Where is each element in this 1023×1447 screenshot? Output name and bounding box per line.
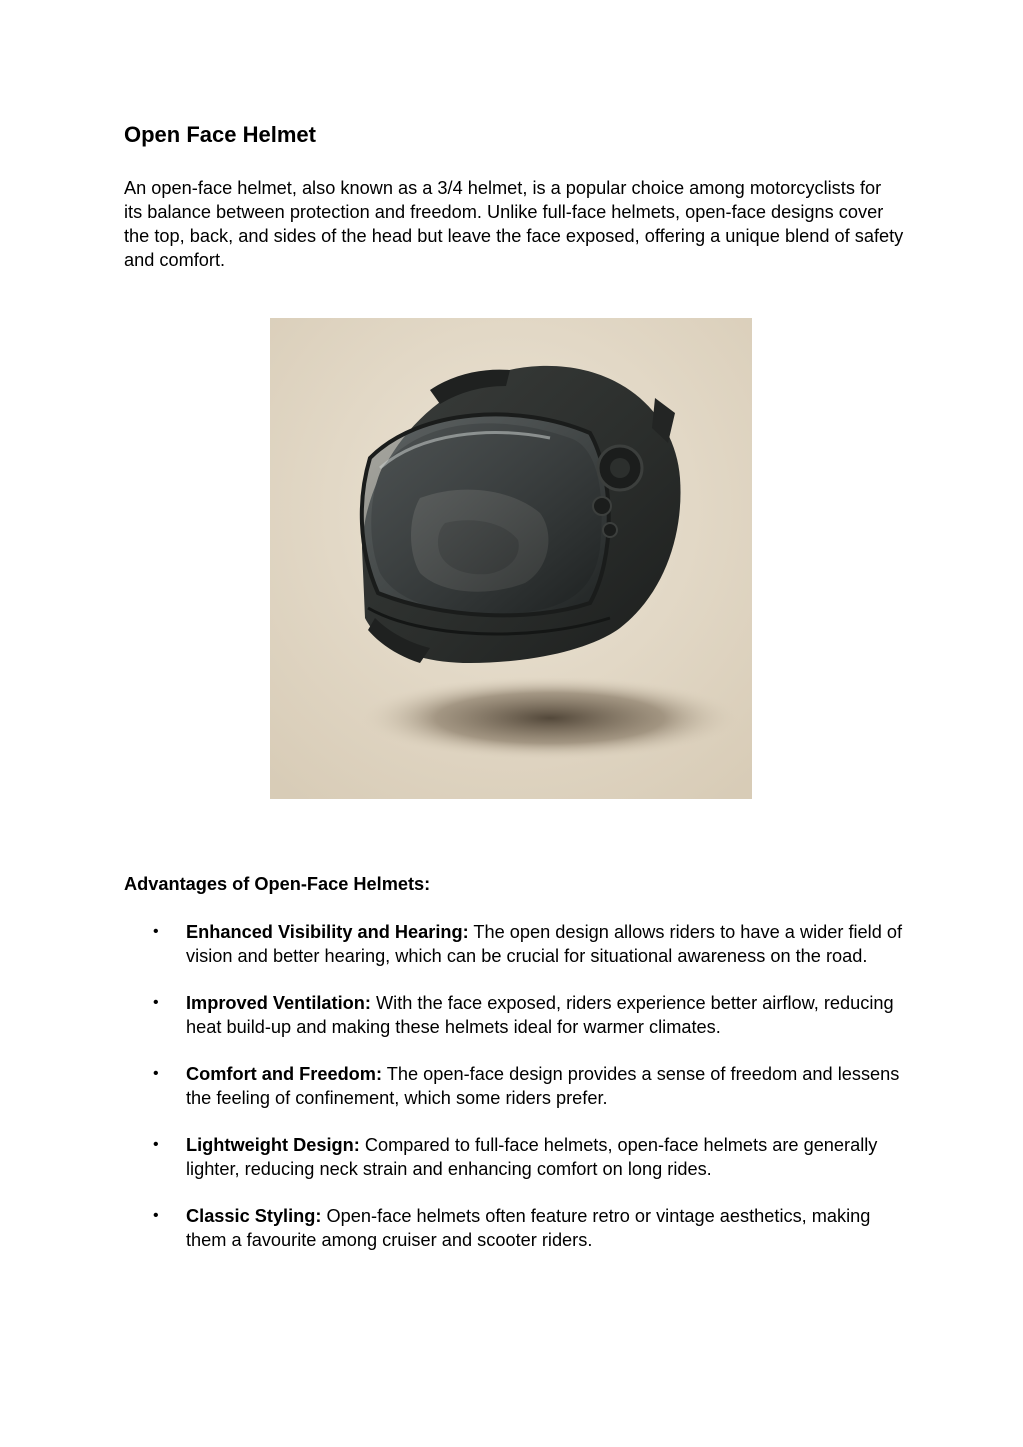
advantage-text: The open design allows riders to have a wider field of vision and better hearing, which can be crucial for situational awareness on the road. bbox=[186, 922, 903, 966]
advantages-list bbox=[124, 920, 904, 1275]
advantage-text: Compared to full-face helmets, open-face helmets are generally lighter, reducing neck strain and enhancing comfort on long rides. bbox=[186, 1135, 878, 1179]
list-item bbox=[124, 1062, 904, 1110]
bullet-icon: • bbox=[153, 923, 159, 940]
advantage-text: Open-face helmets often feature retro or vintage aesthetics, making them a favourite among cruiser and scooter riders. bbox=[186, 1206, 871, 1250]
advantage-term: Improved Ventilation: bbox=[186, 993, 371, 1013]
helmet-photo bbox=[270, 318, 752, 799]
bullet-icon: • bbox=[153, 1136, 159, 1153]
list-item bbox=[124, 1133, 904, 1181]
bullet-icon: • bbox=[153, 994, 159, 1011]
page-title: Open Face Helmet bbox=[124, 122, 316, 147]
list-item bbox=[124, 991, 904, 1039]
list-item bbox=[124, 1204, 904, 1252]
helmet-icon bbox=[270, 318, 752, 799]
advantage-text: The open-face design provides a sense of freedom and lessens the feeling of confinement, which some riders prefer. bbox=[186, 1064, 900, 1108]
list-item bbox=[124, 920, 904, 968]
advantage-text: With the face exposed, riders experience better airflow, reducing heat build-up and making these helmets ideal for warmer climates. bbox=[186, 993, 894, 1037]
advantage-term: Lightweight Design: bbox=[186, 1135, 360, 1155]
advantages-heading: Advantages of Open-Face Helmets: bbox=[124, 874, 431, 894]
bullet-icon: • bbox=[153, 1065, 159, 1082]
advantage-term: Comfort and Freedom: bbox=[186, 1064, 383, 1084]
advantage-term: Enhanced Visibility and Hearing: bbox=[186, 922, 469, 942]
intro-paragraph: An open-face helmet, also known as a 3/4 helmet, is a popular choice among motorcyclists for its balance between protection and freedom. Unlike full-face helmets, open-face designs cover the top, back, and sides of the head but leave the face exposed, offering a unique blend of safety and comfort. bbox=[124, 178, 904, 270]
advantage-term: Classic Styling: bbox=[186, 1206, 322, 1226]
bullet-icon: • bbox=[153, 1207, 159, 1224]
